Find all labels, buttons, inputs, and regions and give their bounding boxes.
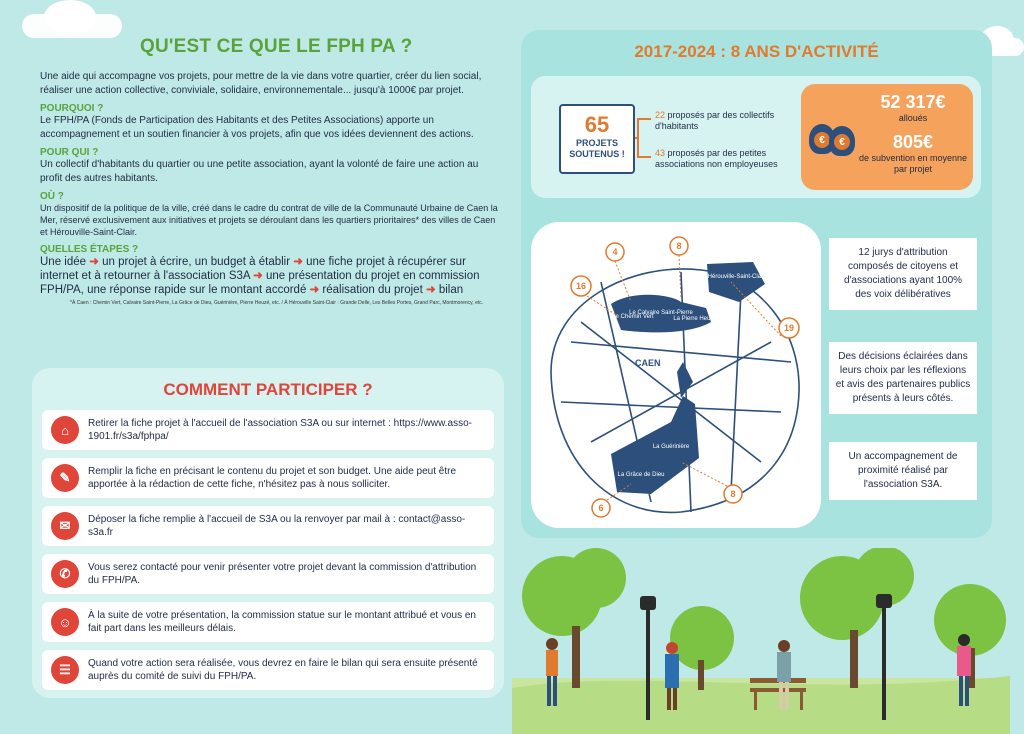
map-count: 6	[598, 503, 604, 513]
step-row	[42, 554, 494, 594]
cloud	[44, 0, 96, 34]
page-title: QU'EST CE QUE LE FPH PA ?	[140, 36, 413, 57]
map-label-grace-de-dieu: La Grâce de Dieu	[617, 472, 665, 478]
report-icon: ☰	[51, 656, 79, 684]
info-box: Un accompagnement de proximité réalisé par l'association S3A.	[829, 442, 977, 500]
etape-6: bilan	[438, 284, 464, 296]
stats-box	[531, 76, 981, 198]
comment-participer-panel	[32, 368, 504, 698]
form-pen-icon: ✎	[51, 464, 79, 492]
etape-1: Une idée	[40, 256, 87, 268]
map-svg	[531, 222, 821, 528]
assos-count: 43	[655, 148, 666, 158]
etapes-heading: QUELLES ÉTAPES ?	[40, 244, 139, 255]
step-text: Retirer la fiche projet à l'accueil de l'association S3A ou sur internet : https://www.asso-1901.fr/s3a/fphpa/	[88, 418, 473, 442]
bracket	[637, 118, 651, 158]
pourqui-heading: POUR QUI ?	[40, 147, 99, 158]
map-city-label: CAEN	[635, 358, 661, 368]
collectifs-count: 22	[655, 110, 666, 120]
map-label-gueriniere: La Guérinière	[652, 444, 690, 450]
avg-amount: 805€	[892, 132, 934, 152]
footnote: *À Caen : Chemin Vert, Calvaire Saint-Pierre, La Grâce de Dieu, Guérinière, Pierre Heuzé, etc. / À Hérouville Saint-Clair : Grande Delle, Les Belles Portes, Grand Parc, Montmorency, etc.	[70, 300, 484, 306]
collectifs-text: proposés par des collectifs d'habitants	[655, 110, 775, 131]
step-row	[42, 506, 494, 546]
arrow-icon: ➜	[425, 284, 436, 296]
intro-section	[40, 70, 502, 307]
map-count: 4	[612, 247, 618, 257]
step-text: Vous serez contacté pour venir présenter votre projet devant la commission d'attribution du FPH/PA.	[88, 562, 477, 586]
map-count: 8	[730, 489, 736, 499]
step-text: Remplir la fiche en précisant le contenu du projet et son budget. Une aide peut être apportée à la rédaction de cette fiche, n'hésitez pas à nous solliciter.	[88, 466, 457, 490]
map-label-chemin-vert: Le Chemin Vert	[612, 314, 654, 320]
activite-panel	[521, 30, 992, 538]
ou-heading: OÙ ?	[40, 191, 64, 202]
step-row	[42, 650, 494, 690]
projects-count-box	[559, 104, 635, 174]
collectifs-stat	[655, 110, 775, 132]
house-form-icon: ⌂	[51, 416, 79, 444]
step-row	[42, 458, 494, 498]
map	[531, 222, 821, 528]
step-row	[42, 602, 494, 642]
avg-label: de subvention en moyenne par projet	[858, 153, 968, 174]
etape-5: réalisation du projet	[322, 284, 423, 296]
intro-text: Une aide qui accompagne vos projets, pour mettre de la vie dans votre quartier, créer du lien social, réaliser une action collective, conviviale, solidaire, environnementale... jusqu'à 1000€ par projet.	[40, 71, 482, 96]
map-label-calvaire: Le Calvaire Saint-Pierre	[629, 310, 693, 316]
assos-stat	[655, 148, 795, 170]
projects-count: 65	[584, 112, 610, 137]
arrow-icon: ➜	[253, 270, 263, 282]
total-amount: 52 317€	[880, 92, 946, 112]
park-svg	[512, 548, 1010, 734]
pourqui-text: Un collectif d'habitants du quartier ou une petite association, ayant la volonté de faire une action au profit des autres habitants.	[40, 159, 479, 184]
park-illustration	[512, 548, 1010, 734]
arrow-icon: ➜	[309, 284, 320, 296]
bracket	[635, 137, 639, 139]
total-label: alloués	[898, 113, 928, 123]
info-box: Des décisions éclairées dans leurs choix par les réflexions et avis des partenaires publics présents à leurs côtés.	[829, 342, 977, 414]
step-row	[42, 410, 494, 450]
deliver-form-icon: ✉	[51, 512, 79, 540]
activite-title: 2017-2024 : 8 ANS D'ACTIVITÉ	[634, 42, 879, 61]
etape-4: une présentation du projet en commission FPH/PA, une réponse rapide sur le montant accordé	[40, 270, 480, 296]
ou-text: Un dispositif de la politique de la ville, créé dans le cadre du contrat de ville de la Communauté Urbaine de Caen la Mer, réservé exclusivement aux initiatives et projets se déroulant dans les quartiers prioritaires* des villes de Caen et Hérouville-Saint-Clair.	[40, 203, 498, 237]
step-text: Déposer la fiche remplie à l'accueil de S3A ou la renvoyer par mail à : contact@asso-s3a.fr	[88, 514, 466, 538]
etapes-list	[40, 255, 502, 297]
arrow-icon: ➜	[89, 256, 99, 268]
arrow-icon: ➜	[293, 256, 303, 268]
participer-title: COMMENT PARTICIPER ?	[163, 380, 373, 399]
projects-label: PROJETS SOUTENUS !	[569, 138, 625, 159]
money-box	[801, 84, 973, 190]
map-count: 8	[676, 241, 682, 251]
pourquoi-text: Le FPH/PA (Fonds de Participation des Habitants et des Petites Associations) apporte un accompagnement et un soutien financier à vos projets, afin que vos idées deviennent des actions.	[40, 115, 474, 140]
info-box: 12 jurys d'attribution composés de citoyens et d'associations ayant 100% des voix délibératives	[829, 238, 977, 310]
map-label-pierre-heuze: La Pierre Heuzé	[673, 316, 717, 322]
step-text: À la suite de votre présentation, la commission statue sur le montant attribué et vous en fait part dans les meilleurs délais.	[88, 610, 476, 634]
etape-2: un projet à écrire, un budget à établir	[102, 256, 291, 268]
committee-icon: ☺	[51, 608, 79, 636]
money-bags-icon: € €	[809, 114, 857, 158]
map-label-herouville: Hérouville-Saint-Clair	[707, 274, 765, 280]
step-text: Quand votre action sera réalisée, vous devrez en faire le bilan qui sera ensuite présenté auprès du comité de suivi du FPH/PA.	[88, 658, 478, 682]
pourquoi-heading: POURQUOI ?	[40, 103, 104, 114]
map-count: 19	[783, 323, 795, 333]
phone-icon: ✆	[51, 560, 79, 588]
assos-text: proposés par des petites associations non employeuses	[655, 148, 778, 169]
etape-3: une fiche projet à récupérer sur internet et à retourner à l'association S3A	[40, 256, 466, 282]
map-count: 16	[575, 281, 587, 291]
